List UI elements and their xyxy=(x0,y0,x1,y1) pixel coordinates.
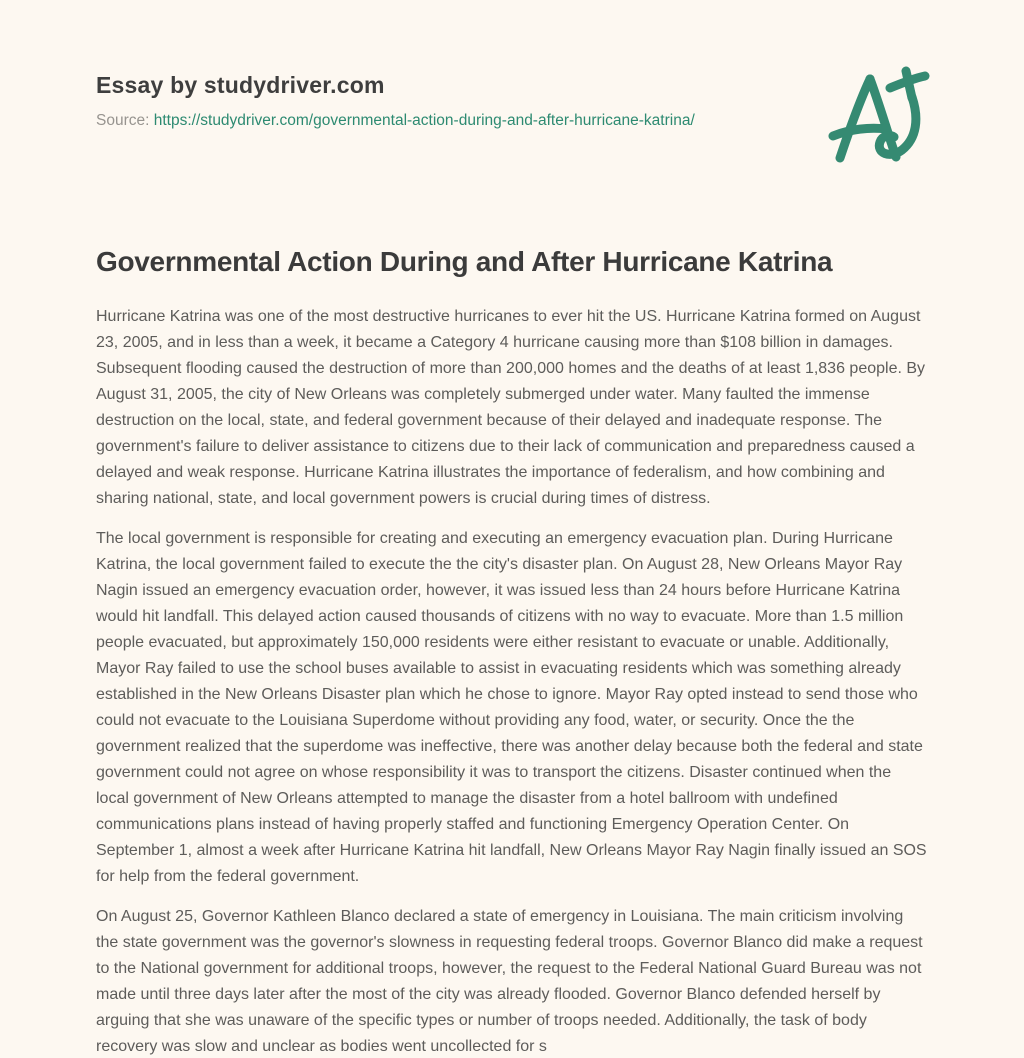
essay-title: Governmental Action During and After Hurricane Katrina xyxy=(96,246,833,277)
essay-paragraph: Hurricane Katrina was one of the most destructive hurricanes to ever hit the US. Hurricane Katrina formed on August 23, 2005, and in less than a week, it became a Category 4 hurricane causing more than $108 billion in damages. Subsequent flooding caused the destruction of more than 200,000 homes and the deaths of at least 1,836 people. By August 31, 2005, the city of New Orleans was completely submerged under water. Many faulted the immense destruction on the local, state, and federal government because of their delayed and inadequate response. The government's failure to deliver assistance to citizens due to their lack of communication and preparedness caused a delayed and weak response. Hurricane Katrina illustrates the importance of federalism, and how combining and sharing national, state, and local government powers is crucial during times of distress. xyxy=(96,308,926,507)
source-row xyxy=(96,112,928,130)
source-url-link[interactable]: https://studydriver.com/governmental-action-during-and-after-hurricane-katrina/ xyxy=(153,112,695,129)
source-label: Source: xyxy=(96,112,150,129)
page-header-title: Essay by studydriver.com xyxy=(96,72,385,98)
essay-paragraph: The local government is responsible for creating and executing an emergency evacuation plan. During Hurricane Katrina, the local government failed to execute the the city's disaster plan. On August 28, New Orleans Mayor Ray Nagin issued an emergency evacuation order, however, it was issued less than 24 hours before Hurricane Katrina would hit landfall. This delayed action caused thousands of citizens with no way to evacuate. More than 1.5 million people evacuated, but approximately 150,000 residents were either resistant to evacuate or unable. Additionally, Mayor Ray failed to use the school buses available to assist in evacuating residents which was something already established in the New Orleans Disaster plan which he chose to ignore. Mayor Ray opted instead to send those who could not evacuate to the Louisiana Superdome without providing any food, water, or security. Once the the government realized that the superdome was ineffective, there was another delay because both the federal and state government could not agree on whose responsibility it was to transport the citizens. Disaster continued when the local government of New Orleans attempted to manage the disaster from a hotel ballroom with undefined communications plans instead of having properly staffed and functioning Emergency Operation Center. On September 1, almost a week after Hurricane Katrina hit landfall, New Orleans Mayor Ray Nagin finally issued an SOS for help from the federal government. xyxy=(96,530,927,885)
page-header xyxy=(96,72,928,130)
essay-content xyxy=(96,0,928,1058)
essay-paragraph: On August 25, Governor Kathleen Blanco declared a state of emergency in Louisiana. The main criticism involving the state government was the governor's slowness in requesting federal troops. Governor Blanco did make a request to the National government for additional troops, however, the request to the Federal National Guard Bureau was not made until three days later after the most of the city was already flooded. Governor Blanco defended herself by arguing that she was unaware of the specific types or number of troops needed. Additionally, the task of body recovery was slow and unclear as bodies went uncollected for s xyxy=(96,908,923,1055)
essay-main xyxy=(96,246,928,1058)
a-plus-logo-icon xyxy=(826,66,930,164)
essay-body xyxy=(96,304,928,1058)
